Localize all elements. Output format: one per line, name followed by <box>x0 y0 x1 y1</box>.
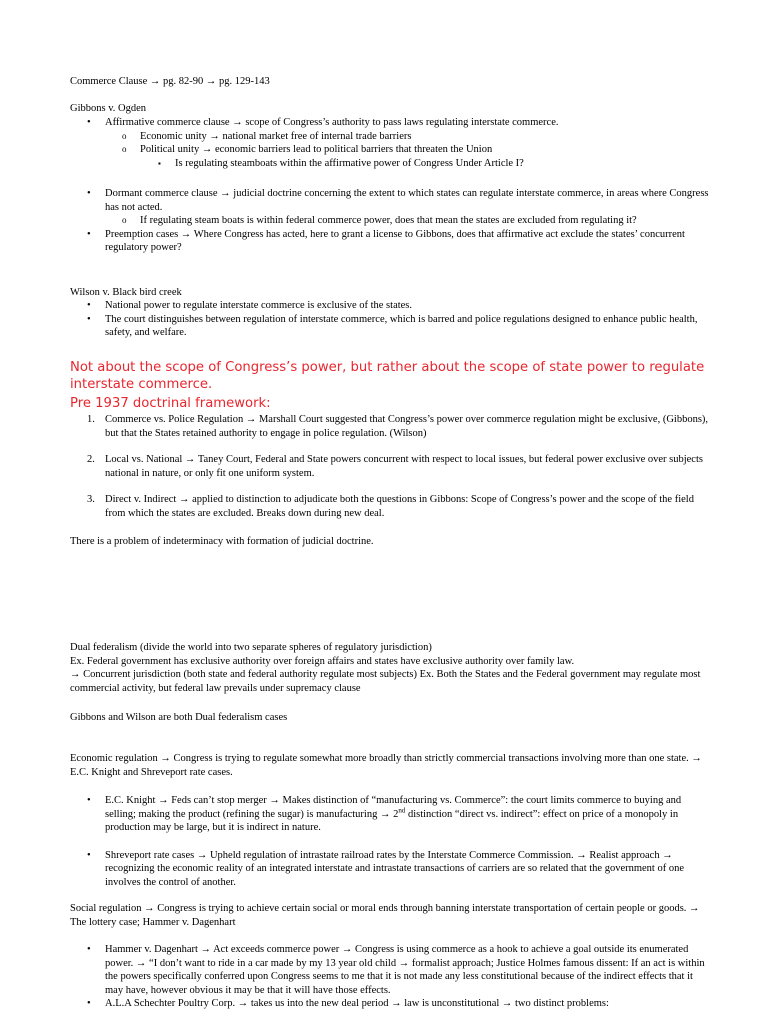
list-item <box>70 187 710 214</box>
list-item-text: distinction “direct vs. indirect”: effect on price of a monopoly in production may be large, but it is indirect in nature. <box>105 808 679 834</box>
framework-heading: Pre 1937 doctrinal framework: <box>70 396 271 411</box>
bullet-icon: • <box>87 228 91 240</box>
list-item <box>70 143 710 157</box>
circle-bullet-icon: o <box>122 130 127 141</box>
bullet-icon: • <box>87 944 91 955</box>
list-item <box>70 313 710 340</box>
list-item <box>70 943 710 997</box>
economic-regulation-intro: Economic regulation → Congress is trying to regulate somewhat more broadly than strictly commercial transactions involving more than one state. → E.C. Knight and Shreveport rate cases. <box>70 753 702 778</box>
list-item-text: Is regulating steamboats within the affirmative power of Congress Under Article I? <box>175 157 524 169</box>
economic-list <box>70 794 710 890</box>
list-item <box>70 299 710 313</box>
list-item-text: Shreveport rate cases → Upheld regulation of intrastate railroad rates by the Interstate Commerce Commission. → Realist approach → recognizing the economic reality of an integrated interstate and intrastate transactions of carriers are so related that the government of one involves the control of another. <box>105 849 685 888</box>
highlight-statement: Not about the scope of Congress’s power, but rather about the scope of state power to regulate interstate commerce. <box>70 360 705 392</box>
concurrent-jurisdiction: → Concurrent jurisdiction (both state and federal authority regulate most subjects) Ex. Both the States and the Federal government may regulate most commercial activity, but federal law prevails under supremacy clause <box>70 669 701 694</box>
social-regulation-intro: Social regulation → Congress is trying to achieve certain social or moral ends through banning interstate transportation of certain people or goods. → The lottery case; Hammer v. Dagenhart <box>70 903 700 928</box>
list-item <box>70 116 710 130</box>
list-item <box>70 130 710 144</box>
bullet-icon: • <box>87 300 91 311</box>
bullet-icon: • <box>87 849 91 861</box>
gibbons-title: Gibbons v. Ogden <box>70 103 147 114</box>
social-list <box>70 943 710 1011</box>
list-item-text: National power to regulate interstate commerce is exclusive of the states. <box>105 300 413 311</box>
bullet-icon: • <box>87 313 91 325</box>
dual-cases-note: Gibbons and Wilson are both Dual federalism cases <box>70 712 288 723</box>
bullet-icon: • <box>87 795 91 806</box>
list-item-text: Preemption cases → Where Congress has acted, here to grant a license to Gibbons, does that affirmative act exclude the states’ concurrent regulatory power? <box>105 228 685 254</box>
list-item-text: Hammer v. Dagenhart → Act exceeds commerce power → Congress is using commerce as a hook to achieve a goal outside its enumerated power. → “I don’t want to ride in a car made by my 13 year old child → formalist approach; Justice Holmes famous dissent: If an act is within the powers specifically conferred upon Congress seems to me that it is not made any less constitutional because of the indirect effects that it may have, however obvious it may be that it will have those effects. <box>105 944 705 996</box>
list-item-text: The court distinguishes between regulation of interstate commerce, which is barred and police regulations designed to enhance public health, safety, and welfare. <box>105 313 698 339</box>
list-item-text: E.C. Knight → Feds can’t stop merger → Makes distinction of “manufacturing vs. Commerce”: the court limits commerce to buying and selling; making the product (refining the sugar) is manufacturing → 2 <box>105 795 682 820</box>
list-item <box>70 228 710 255</box>
wilson-title: Wilson v. Black bird creek <box>70 287 182 298</box>
list-item <box>70 157 710 171</box>
list-item <box>70 453 710 480</box>
list-item <box>70 413 710 440</box>
circle-bullet-icon: o <box>122 144 127 155</box>
framework-list <box>70 413 710 521</box>
list-item-text: Economic unity → national market free of internal trade barriers <box>140 130 412 142</box>
list-item <box>70 794 710 835</box>
circle-bullet-icon: o <box>122 215 127 226</box>
bullet-icon: • <box>87 117 91 128</box>
list-item <box>70 493 710 520</box>
list-item-text: Dormant commerce clause → judicial doctrine concerning the extent to which states can regulate interstate commerce, in areas where Congress has not acted. <box>105 188 709 213</box>
square-bullet-icon: ▪ <box>158 158 161 168</box>
indeterminacy-note: There is a problem of indeterminacy with formation of judicial doctrine. <box>70 536 374 547</box>
wilson-list <box>70 299 710 340</box>
bullet-icon: • <box>87 998 91 1010</box>
list-item-text: Political unity → economic barriers lead to political barriers that threaten the Union <box>140 144 493 156</box>
list-item-text: A.L.A Schechter Poultry Corp. → takes us into the new deal period → law is unconstitutional → two distinct problems: <box>105 998 609 1010</box>
dual-example: Ex. Federal government has exclusive authority over foreign affairs and states have exclusive authority over family law. <box>70 655 575 667</box>
list-item <box>70 997 710 1011</box>
list-number: 2. <box>87 454 95 466</box>
list-number: 3. <box>87 494 95 506</box>
list-item <box>70 849 710 890</box>
list-item-text: Direct v. Indirect → applied to distinction to adjudicate both the questions in Gibbons: Scope of Congress’s power and the scope of the field from which the states are excluded. Breaks down during new deal. <box>105 494 694 519</box>
list-number: 1. <box>87 414 95 425</box>
list-item-text: Local vs. National → Taney Court, Federal and State powers concurrent with respect to local issues, but federal power exclusive over subjects national in nature, or only fit one uniform system. <box>105 454 703 479</box>
dual-definition: Dual federalism (divide the world into two separate spheres of regulatory jurisdiction) <box>70 642 432 653</box>
gibbons-list <box>70 116 710 170</box>
bullet-icon: • <box>87 188 91 199</box>
list-item-text: Affirmative commerce clause → scope of Congress’s authority to pass laws regulating interstate commerce. <box>105 117 559 128</box>
list-item <box>70 214 710 228</box>
dual-federalism-block <box>70 641 710 695</box>
dormant-list <box>70 187 710 255</box>
section-header: Commerce Clause → pg. 82-90 → pg. 129-143 <box>70 76 270 87</box>
list-item-text: If regulating steam boats is within federal commerce power, does that mean the states are excluded from regulating it? <box>140 215 637 227</box>
ordinal-suffix: nd <box>398 806 406 815</box>
list-item-text: Commerce vs. Police Regulation → Marshall Court suggested that Congress’s power over commerce regulation might be exclusive, (Gibbons), but that the States retained authority to engage in police regulation. (Wilson) <box>105 414 709 439</box>
